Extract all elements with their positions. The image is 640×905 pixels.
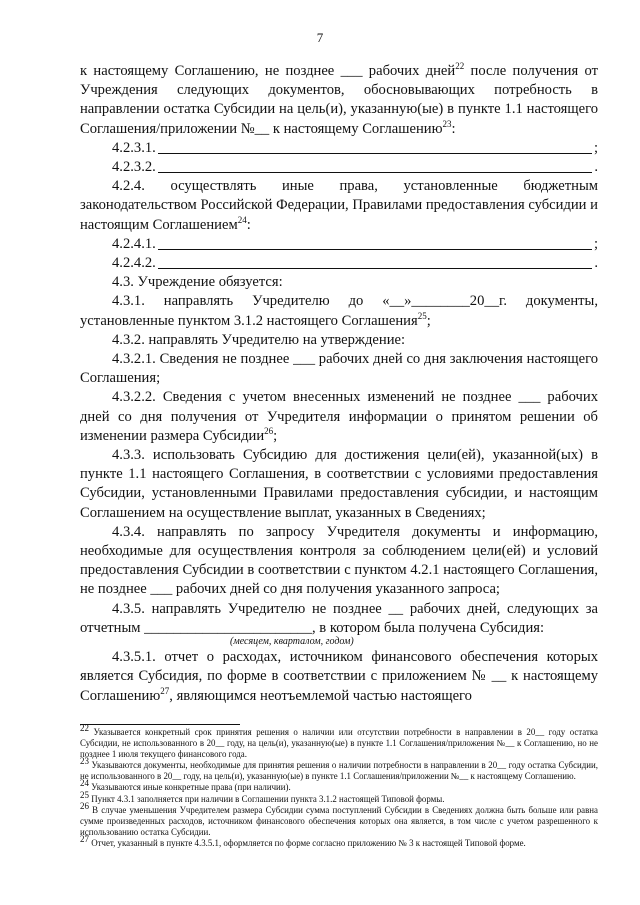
paragraph-4-3-5: 4.3.5. направлять Учредителю не позднее __ рабочих дней, следующих за отчетным _______________________, в котором была получена Субсидия: xyxy=(80,600,598,636)
paragraph-4-3-4: 4.3.4. направлять по запросу Учредителя документы и информацию, необходимые для осуществления контроля за соблюдением цели(ей) и условий предоставления Субсидии в соответствии с пунктом 4.2.1 настоящего Соглашения, не позднее ___ рабочих дней со дня получения указанного запроса; xyxy=(80,523,598,598)
footnote-24: $^{24}$ Указываются иные конкретные права (при наличии). xyxy=(80,778,291,793)
paragraph-4-2-4: 4.2.4. осуществлять иные права, установленные бюджетным законодательством Российской Федерации, Правилами предоставления субсидии и настоящим Соглашением$^{24}$: xyxy=(80,178,598,233)
period-caption: (месяцем, кварталом, годом) xyxy=(230,636,354,648)
paragraph-4-3-5-1: 4.3.5.1. отчет о расходах, источником финансового обеспечения которых является Субсидия, по форме в соответствии с приложением № __ к настоящему Соглашению$^{27}$, являющимся неотъемлемой частью настоящего xyxy=(80,649,598,704)
fill-line-4-2-3-2: 4.2.3.2. . xyxy=(112,159,598,176)
blank-line xyxy=(158,267,593,269)
footnote-divider xyxy=(80,724,240,725)
page-number: 7 xyxy=(316,30,324,45)
footnote-ref-24: 24 xyxy=(237,214,247,225)
footnote-26: $^{26}$ В случае уменьшения Учредителем размера Субсидии сумма поступлений Субсидии в Сведениях должна быть больше или равна сумме произведенных расходов, источником финансового обеспечения которых она является, в том числе с учетом разрешенного к использованию остатка Субсидии. xyxy=(80,800,598,837)
paragraph-4-3-3: 4.3.3. использовать Субсидию для достижения цели(ей), указанной(ых) в пункте 1.1 настоящего Соглашения, в соответствии с условиями предоставления Субсидии, установленными Правилами предоставления субсидии, и настоящим Соглашением на осуществление выплат, указанных в Сведениях; xyxy=(80,447,598,521)
blank-line xyxy=(158,152,592,154)
footnotes xyxy=(80,723,598,849)
footnote-ref-22: 22 xyxy=(455,61,465,72)
blank-line xyxy=(158,171,593,173)
footnote-22: $^{22}$ Указывается конкретный срок принятия решения о наличии или отсутствии потребности в направлении в 20__ году остатка Субсидии, не использованного в 20__ году, на цель(и), указанную(ые) в пункте 1.1 Соглашения/приложения №__ к Соглашению, но не позднее 1 июля текущего финансового года. xyxy=(80,723,598,760)
paragraph-4-3-1: 4.3.1. направлять Учредителю до «__»________20__г. документы, установленные пунктом 3.1.2 настоящего Соглашения$^{25}$; xyxy=(80,293,598,329)
footnote-25: $^{25}$ Пункт 4.3.1 заполняется при наличии в Соглашении пункта 3.1.2 настоящей Типовой формы. xyxy=(80,789,445,804)
paragraph-continuation: к настоящему Соглашению, не позднее ___ рабочих дней$^{22}$ после получения от Учреждения следующих документов, обосновывающих потребность в направлении остатка Субсидии на цель(и), указанную(ые) в пункте 1.1 настоящего Соглашения/приложении №__ к настоящему Соглашению$^{23}$: xyxy=(80,61,598,137)
footnote-ref-27: 27 xyxy=(160,685,170,696)
paragraph-4-3: 4.3. Учреждение обязуется: xyxy=(112,274,283,291)
footnote-ref-23: 23 xyxy=(442,118,452,129)
footnote-ref-25: 25 xyxy=(417,310,427,321)
fill-line-4-2-4-1: 4.2.4.1. ; xyxy=(112,235,598,252)
footnote-23: $^{23}$ Указываются документы, необходимые для принятия решения о наличии потребности в направлении в 20__ году остатка Субсидии, не использованного в 20__ году, на цель(и), указанную(ые) в пункте 1.1 Соглашения/приложении №__ к настоящему Соглашению. xyxy=(80,756,598,782)
fill-line-4-2-3-1: 4.2.3.1. ; xyxy=(112,139,598,156)
footnote-ref-26: 26 xyxy=(264,426,274,436)
paragraph-4-3-2: 4.3.2. направлять Учредителю на утверждение: xyxy=(112,331,406,348)
blank-line xyxy=(158,248,592,250)
footnote-27: $^{27}$ Отчет, указанный в пункте 4.3.5.1, оформляется по форме согласно приложению № 3 к настоящей Типовой форме. xyxy=(80,833,526,848)
paragraph-4-3-2-2: 4.3.2.2. Сведения с учетом внесенных изменений не позднее ___ рабочих дней со дня получения от Учредителя информации о принятом решении об изменении размера Субсидии$^{26}$; xyxy=(80,389,598,444)
document-body xyxy=(80,62,598,706)
fill-line-4-2-4-2: 4.2.4.2. . xyxy=(112,255,598,272)
paragraph-4-3-2-1: 4.3.2.1. Сведения не позднее ___ рабочих дней со дня заключения настоящего Соглашения; xyxy=(80,351,598,387)
